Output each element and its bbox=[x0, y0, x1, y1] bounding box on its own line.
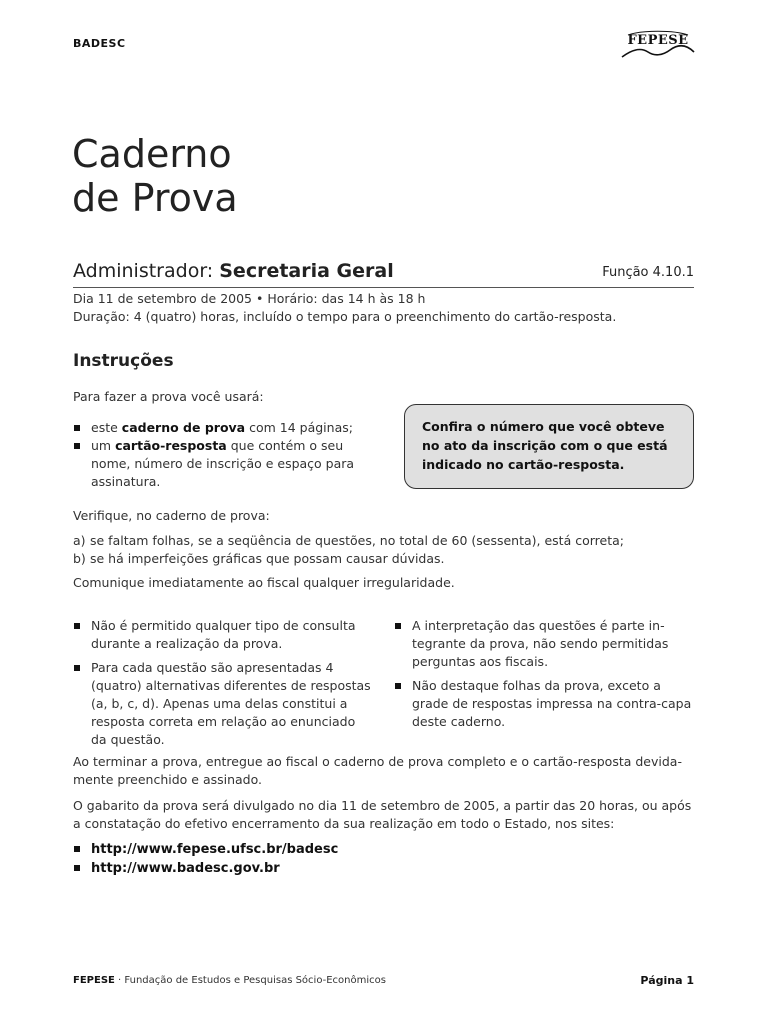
rules-left bbox=[73, 617, 373, 755]
list-item bbox=[73, 532, 624, 550]
list-item: Para cada questão são apresentadas 4 (quatro) alternativas diferentes de respostas (a, b, c, d). Apenas uma delas constitui a resposta correta em relação ao enunciado da questão. bbox=[73, 659, 373, 749]
list-item: Não é permitido qualquer tipo de consulta durante a realização da prova. bbox=[73, 617, 373, 653]
item-bold: cartão-resposta bbox=[115, 438, 227, 453]
instructions-intro: Para fazer a prova você usará: bbox=[73, 389, 264, 404]
role-name: Secretaria Geral bbox=[219, 260, 394, 282]
item-key: a) bbox=[73, 533, 86, 548]
link-fepese[interactable]: http://www.fepese.ufsc.br/badesc bbox=[73, 840, 338, 859]
list-item bbox=[73, 419, 373, 437]
item-text: se há imperfeições gráficas que possam causar dúvidas. bbox=[90, 551, 445, 566]
links-list bbox=[73, 840, 338, 878]
verify-intro: Verifique, no caderno de prova: bbox=[73, 508, 270, 523]
notice-box: Confira o número que você obteve no ato da inscrição com o que está indicado no cartão-resposta. bbox=[404, 404, 694, 489]
verify-list bbox=[73, 532, 624, 568]
materials-list bbox=[73, 419, 373, 491]
title-line-2: de Prova bbox=[72, 176, 238, 220]
item-text: este bbox=[91, 420, 122, 435]
list-item: Não destaque folhas da prova, exceto a grade de respostas impressa na contra-capa deste caderno. bbox=[394, 677, 699, 731]
item-text: um bbox=[91, 438, 116, 453]
footer-separator: · bbox=[118, 975, 122, 986]
item-key: b) bbox=[73, 551, 86, 566]
exam-date-time: Dia 11 de setembro de 2005 • Horário: das 14 h às 18 h bbox=[73, 291, 426, 306]
item-text: se faltam folhas, se a seqüência de questões, no total de 60 (sessenta), está correta; bbox=[90, 533, 624, 548]
closing-gabarito: O gabarito da prova será divulgado no dia 11 de setembro de 2005, a partir das 20 horas, ou após a constatação do efetivo encerramento da sua realização em todo o Estado, nos sites: bbox=[73, 798, 692, 831]
page-number: Página 1 bbox=[640, 974, 694, 987]
footer-foundation: Fundação de Estudos e Pesquisas Sócio-Econômicos bbox=[124, 975, 386, 986]
exam-duration: Duração: 4 (quatro) horas, incluído o tempo para o preenchimento do cartão-resposta. bbox=[73, 309, 617, 324]
rules-right bbox=[394, 617, 699, 737]
item-text: com 14 páginas; bbox=[245, 420, 353, 435]
instructions-heading: Instruções bbox=[73, 351, 174, 371]
footer bbox=[73, 975, 386, 986]
role-prefix: Administrador: bbox=[73, 260, 214, 282]
communicate-note: Comunique imediatamente ao fiscal qualquer irregularidade. bbox=[73, 575, 455, 590]
header-org: BADESC bbox=[73, 37, 126, 50]
closing-end: Ao terminar a prova, entregue ao fiscal o caderno de prova completo e o cartão-resposta devida-mente preenchido e assinado. bbox=[73, 754, 682, 787]
exam-info bbox=[73, 290, 616, 326]
footer-brand: FEPESE bbox=[73, 975, 115, 986]
role-function: Função 4.10.1 bbox=[602, 265, 694, 280]
item-bold: caderno de prova bbox=[121, 420, 246, 435]
role-title bbox=[73, 260, 394, 282]
logo-text: FEPESE bbox=[627, 33, 689, 48]
list-item bbox=[73, 437, 373, 491]
title-line-1: Caderno bbox=[72, 132, 232, 176]
list-item bbox=[73, 550, 624, 568]
list-item: A interpretação das questões é parte in-tegrante da prova, não sendo permitidas perguntas aos fiscais. bbox=[394, 617, 699, 671]
fepese-logo bbox=[620, 30, 696, 60]
role-header bbox=[73, 258, 694, 288]
page-title bbox=[72, 132, 238, 220]
link-badesc[interactable]: http://www.badesc.gov.br bbox=[73, 859, 338, 878]
item-text: que contém o seu nome, número de inscrição e espaço para assinatura. bbox=[91, 438, 355, 489]
